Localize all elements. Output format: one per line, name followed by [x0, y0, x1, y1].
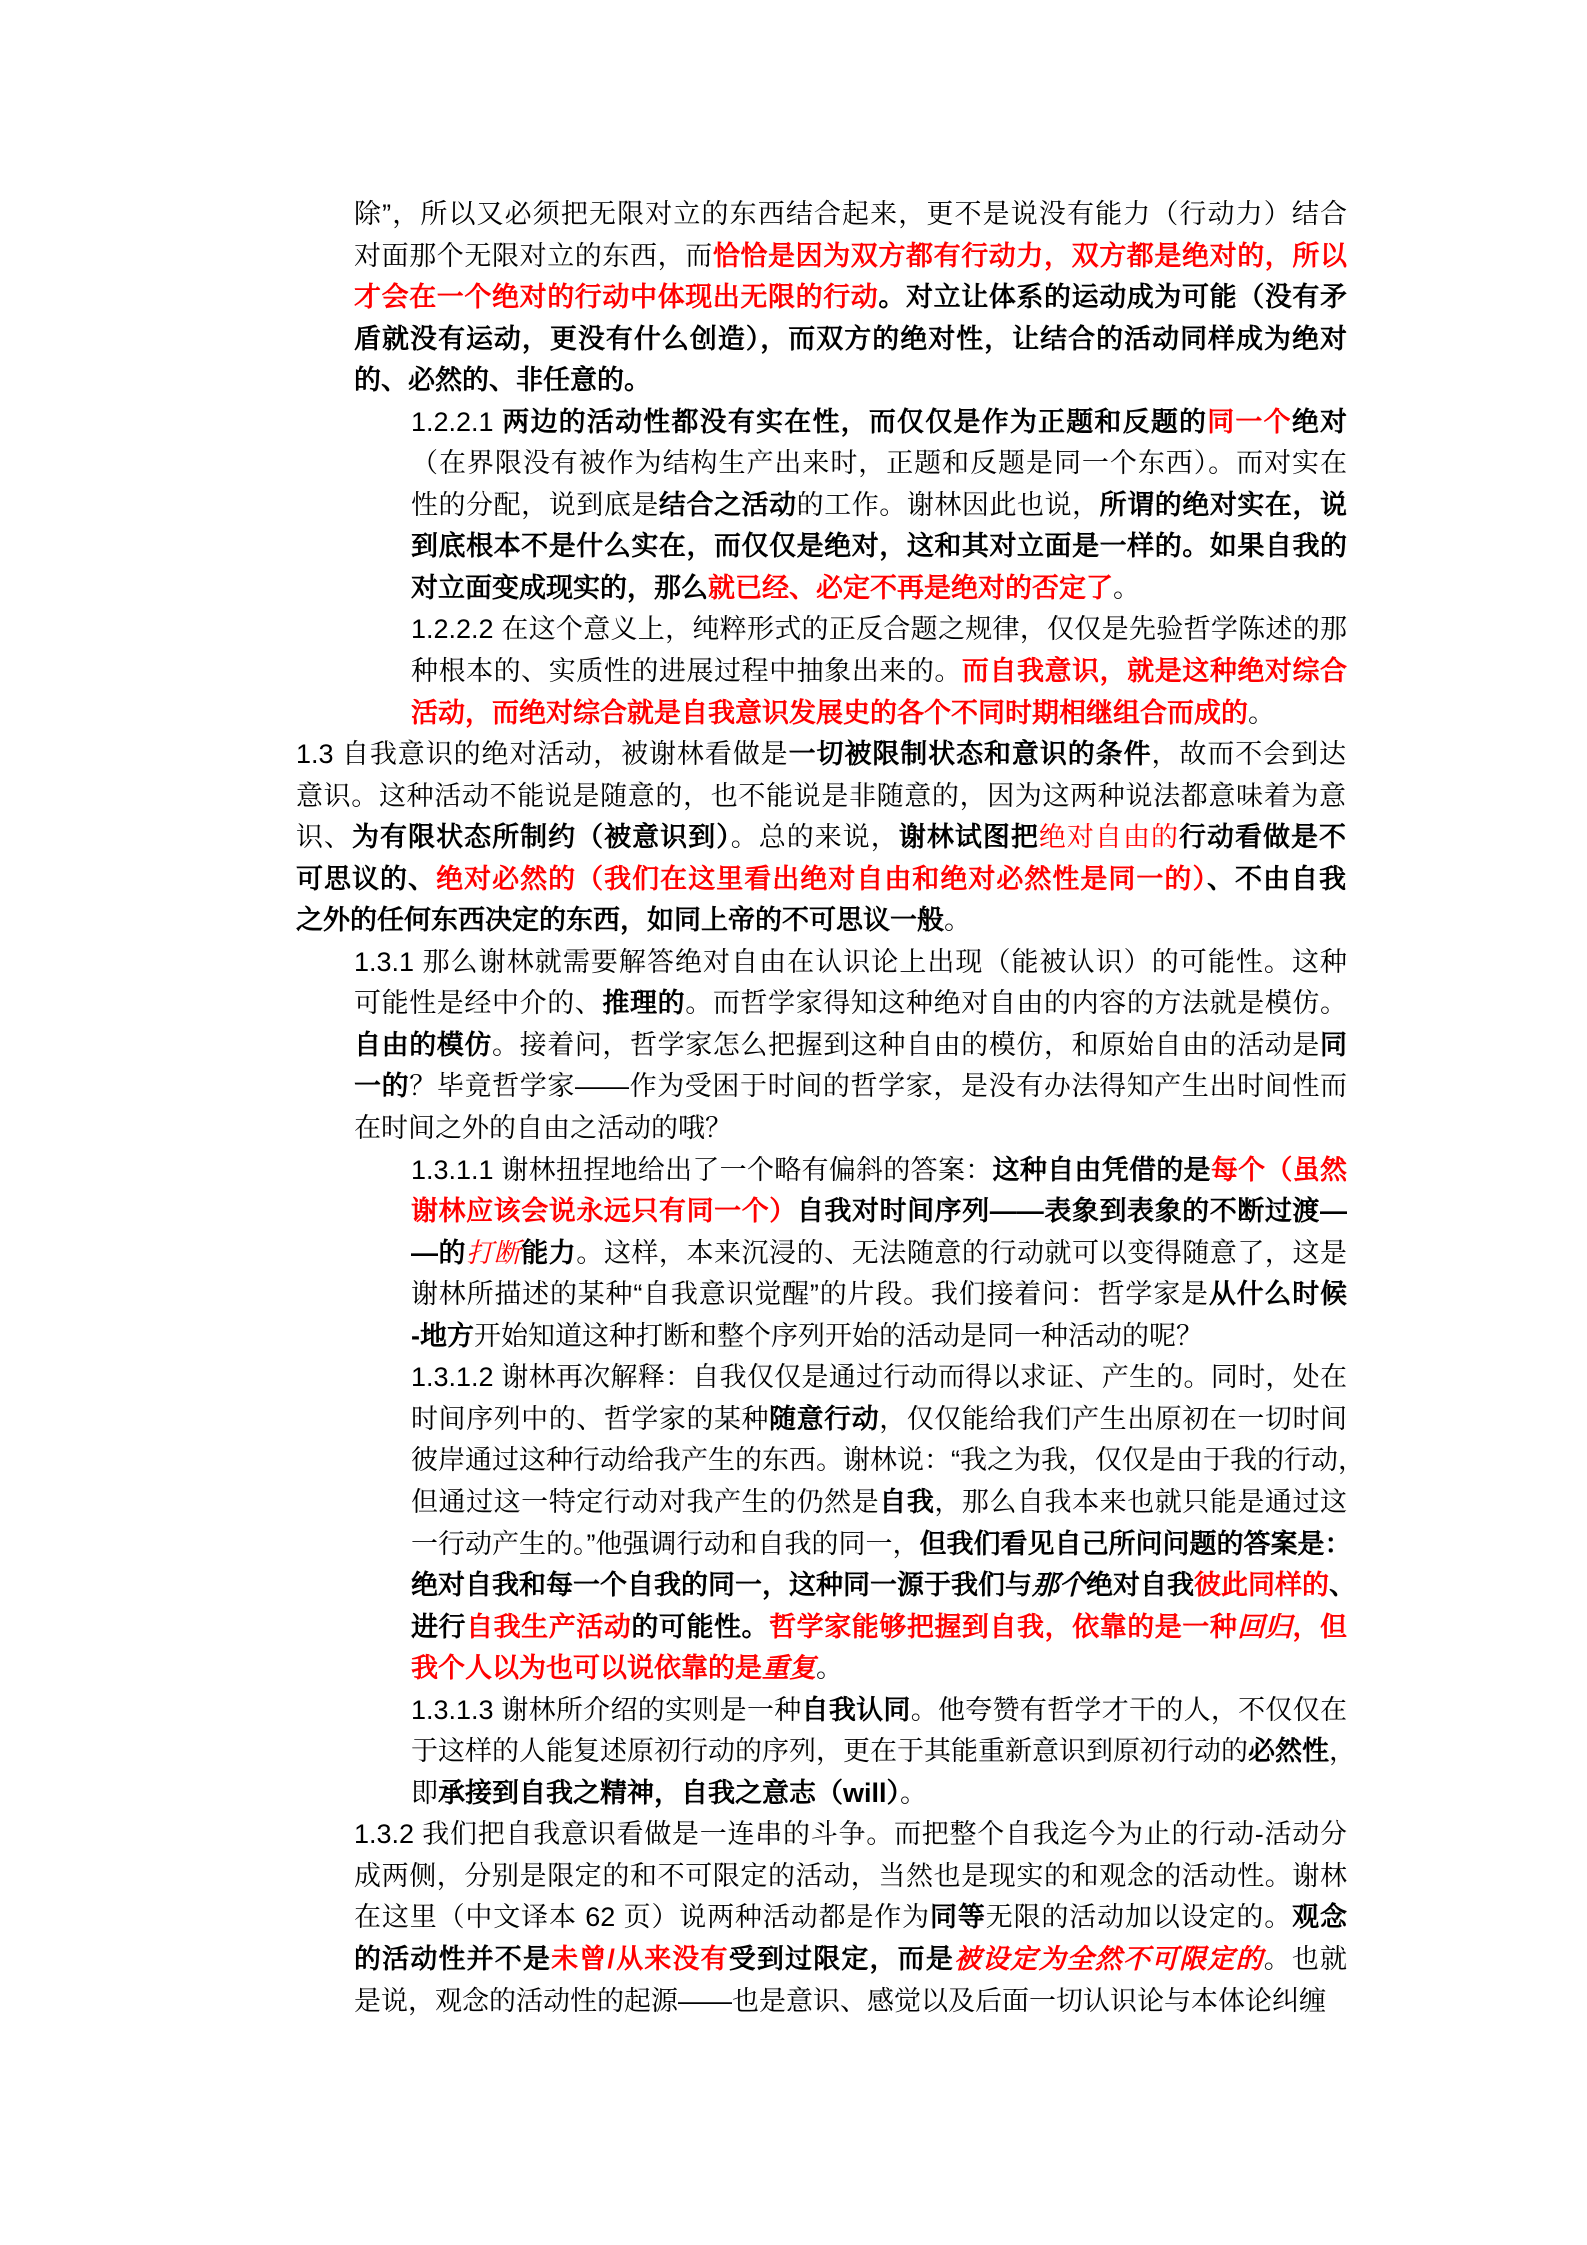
- text-run: 谢林所描述的某种“自我意识觉醒”的片段。我们接着问：哲学家是: [411, 1279, 1209, 1310]
- section-1-3-1-3: [411, 1690, 1356, 1815]
- text-line: [296, 776, 1346, 818]
- red-italic-text: 打断: [466, 1237, 522, 1268]
- bold-text: 观念: [1292, 1902, 1348, 1933]
- section-1-2-2-1: [411, 402, 1347, 610]
- text-line: [411, 443, 1347, 485]
- bold-text: 绝对自我和每一个自我的同一，这种同一源于我们与: [411, 1570, 1032, 1601]
- text-run: 的工作。谢林因此也说，: [796, 489, 1100, 520]
- section-1-3-1: [354, 942, 1347, 1150]
- text-line: [411, 1731, 1356, 1773]
- red-bold-text: 我个人以为也可以说依靠的是: [411, 1653, 762, 1684]
- red-bold-text: 每个（虽然: [1210, 1154, 1348, 1185]
- text-run: 可能性是经中介的、: [354, 988, 603, 1019]
- red-text-run: 绝对自由的: [1038, 822, 1179, 853]
- text-run: 1.3.1.1 谢林扭捏地给出了一个略有偏斜的答案：: [411, 1154, 993, 1185]
- red-bold-text: 绝对必然的（我们在这里看出绝对自由和绝对必然性是同一的）: [436, 863, 1207, 894]
- bold-text: 必然性: [1248, 1736, 1329, 1767]
- bold-text: 到底根本不是什么实在，而仅仅是绝对，这和其对立面是一样的。如果自我的: [411, 531, 1347, 562]
- text-line: [411, 1773, 1347, 1815]
- bold-text: 。对立让体系的运动成为可能（没有矛: [878, 282, 1348, 313]
- bold-text: 一的: [354, 1071, 410, 1102]
- text-run: 除”，所以又必须把无限对立的东西结合起来，更不是说没有能力（行动力）结合: [354, 199, 1347, 229]
- bold-text: 但我们看见自己所问问题的答案是：: [919, 1528, 1352, 1559]
- text-run: 1.3.2 我们把自我意识看做是一连串的斗争。而把整个自我迄今为止的行动-活动分: [354, 1819, 1347, 1850]
- text-run: 。他夸赞有哲学才干的人，不仅仅在: [910, 1694, 1348, 1725]
- text-run: 在这里（中文译本 62 页）说两种活动都是作为: [354, 1902, 931, 1933]
- red-bold-text: 哲学家能够把握到自我，依靠的是一种: [769, 1611, 1238, 1642]
- text-line: [354, 1814, 1347, 1856]
- text-run: （在界限没有被作为结构生产出来时，正题和反题是同一个东西）。而对实在: [411, 448, 1347, 479]
- bold-text: 盾就没有运动，更没有什么创造），而双方的绝对性，让结合的活动同样成为绝对: [354, 323, 1347, 354]
- text-line: [411, 1316, 1347, 1358]
- text-run: 。接着问，哲学家怎么把握到这种自由的模仿，和原始自由的活动是: [492, 1029, 1320, 1060]
- text-line: [411, 1690, 1347, 1732]
- text-line: [354, 360, 1347, 402]
- bold-text: 承接到自我之精神，自我之意志（will）: [438, 1777, 901, 1808]
- text-run: 识、: [296, 822, 353, 853]
- text-line: [296, 900, 1346, 942]
- red-bold-text: 就已经、必定不再是绝对的否定了: [708, 572, 1113, 603]
- text-line: [411, 1150, 1347, 1192]
- text-line: [411, 1274, 1347, 1316]
- text-line: [354, 1025, 1347, 1067]
- bold-text: 绝对: [1291, 406, 1348, 437]
- red-bold-text: 活动，而绝对综合就是自我意识发展史的各个不同时期相继组合而成的: [411, 697, 1248, 728]
- text-line: [354, 236, 1347, 278]
- text-run: 。总的来说，: [730, 822, 899, 853]
- text-line: [411, 651, 1347, 693]
- text-line: [411, 1399, 1347, 1441]
- text-line: [354, 1066, 1347, 1108]
- bold-text: 自我: [879, 1486, 935, 1517]
- text-run: ，那么自我本来也就只能是通过这: [934, 1486, 1348, 1517]
- text-line: [411, 485, 1347, 527]
- text-run: 意识。这种活动不能说是随意的，也不能说是非随意的，因为这两种说法都意味着为意: [296, 780, 1346, 811]
- bold-text: -地方: [411, 1320, 474, 1351]
- text-line: [354, 277, 1347, 319]
- text-line: [354, 1897, 1347, 1939]
- bold-text: 结合之活动: [658, 489, 797, 520]
- red-bold-text: 才会在一个绝对的行动中体现出无限的行动: [354, 282, 879, 313]
- text-run: ，: [1329, 1736, 1356, 1767]
- text-line: [354, 194, 1347, 236]
- bold-text: 绝对自我: [1086, 1570, 1194, 1601]
- text-run: 1.2.2.1: [411, 406, 503, 437]
- red-bold-text: 自我生产活动: [466, 1611, 632, 1642]
- bold-text: 自由的模仿: [354, 1029, 492, 1060]
- text-line: [354, 983, 1347, 1025]
- section-1-3-1-2: [411, 1357, 1365, 1689]
- text-run: 无限的活动加以设定的。: [985, 1902, 1293, 1933]
- bold-text: 进行: [411, 1611, 467, 1642]
- text-run: 即: [411, 1777, 438, 1808]
- section-1-2-2-2: [411, 609, 1347, 734]
- text-run: 种根本的、实质性的进展过程中抽象出来的。: [411, 656, 962, 687]
- text-line: [296, 859, 1346, 901]
- bold-text: 行动看做是不: [1178, 822, 1347, 853]
- text-run: 1.2.2.2 在这个意义上，纯粹形式的正反合题之规律，仅仅是先验哲学陈述的那: [411, 614, 1347, 645]
- red-bold-text: 未曾/从来没有: [551, 1943, 729, 1974]
- text-line: [354, 942, 1347, 984]
- bold-text: 这种自由凭借的是: [992, 1154, 1211, 1185]
- text-line: [411, 526, 1347, 568]
- bold-text: 自我认同: [801, 1694, 911, 1725]
- bold-text: 同: [1320, 1029, 1347, 1060]
- text-line: [354, 1939, 1347, 1981]
- text-run: 。: [1113, 572, 1140, 603]
- text-run: 对面那个无限对立的东西，而: [354, 240, 713, 271]
- text-line: [411, 693, 1347, 735]
- red-bold-text: ，但: [1292, 1611, 1348, 1642]
- bold-italic-text: 那个: [1032, 1570, 1086, 1601]
- text-run: 成两侧，分别是限定的和不可限定的活动，当然也是现实的和观念的活动性。谢林: [354, 1860, 1347, 1891]
- text-run: 1.3.1.3 谢林所介绍的实则是一种: [411, 1694, 802, 1725]
- text-line: [411, 1607, 1347, 1649]
- text-run: 。: [900, 1777, 928, 1808]
- text-run: 一行动产生的。”他强调行动和自我的同一，: [411, 1528, 920, 1559]
- text-run: 。这样，本来沉浸的、无法随意的行动就可以变得随意了，这是: [576, 1237, 1348, 1268]
- red-bold-text: 而自我意识，就是这种绝对综合: [961, 656, 1348, 687]
- text-run: 彼岸通过这种行动给我产生的东西。谢林说：“我之为我，仅仅是由于我的行动，: [411, 1445, 1365, 1476]
- text-line: [411, 1565, 1356, 1607]
- bold-text: 从什么时候: [1208, 1279, 1348, 1310]
- text-line: [411, 1524, 1352, 1566]
- bold-text: 受到过限定，而是: [728, 1943, 954, 1974]
- text-line: [296, 817, 1346, 859]
- text-run: ，故而不会到达: [1151, 739, 1347, 770]
- text-run: 。: [816, 1653, 843, 1684]
- bold-text: 可思议的、: [296, 863, 437, 894]
- bold-text: 、不由自我: [1206, 863, 1347, 894]
- text-line: [296, 734, 1346, 776]
- text-run: 。: [1248, 697, 1275, 728]
- bold-text: 两边的活动性都没有实在性，而仅仅是作为正题和反题的: [502, 406, 1208, 437]
- text-line: [354, 1856, 1347, 1898]
- text-line: [411, 1191, 1347, 1233]
- text-line: [411, 568, 1347, 610]
- text-line: [354, 1108, 1347, 1150]
- text-run: 1.3 自我意识的绝对活动，被谢林看做是: [296, 739, 789, 770]
- red-bold-italic-text: 回归: [1237, 1611, 1293, 1642]
- text-line: [411, 1357, 1347, 1399]
- bold-text: 的、必然的、非任意的。: [354, 365, 651, 396]
- bold-text: 能力: [521, 1237, 577, 1268]
- text-run: 1.3.1 那么谢林就需要解答绝对自由在认识论上出现（能被认识）的可能性。这种: [354, 946, 1347, 977]
- text-line: [354, 319, 1347, 361]
- red-bold-text: 同一个: [1207, 406, 1292, 437]
- bold-text: —的: [411, 1237, 467, 1268]
- text-line: [411, 1648, 1347, 1690]
- bold-text: 的活动性并不是: [354, 1943, 552, 1974]
- text-run: 是说，观念的活动性的起源——也是意识、感觉以及后面一切认识论与本体论纠缠: [354, 1985, 1326, 2016]
- text-run: 时间序列中的、哲学家的某种: [411, 1403, 770, 1434]
- bold-text: 谢林试图把: [898, 822, 1039, 853]
- text-run: 于这样的人能复述原初行动的序列，更在于其能重新意识到原初行动的: [411, 1736, 1248, 1767]
- text-run: 。也就: [1263, 1943, 1348, 1974]
- paragraph-continuation: [354, 194, 1347, 402]
- red-bold-text: 谢林应该会说永远只有同一个）: [411, 1196, 797, 1227]
- bold-text: 推理的: [602, 988, 686, 1019]
- text-line: [411, 609, 1347, 651]
- bold-text: 一切被限制状态和意识的条件: [788, 739, 1152, 770]
- bold-text: 、: [1329, 1570, 1356, 1601]
- red-bold-italic-text: 重复: [762, 1653, 816, 1684]
- bold-text: 自我对时间序列——表象到表象的不断过渡—: [796, 1196, 1347, 1227]
- text-run: ，仅仅能给我们产生出原初在一切时间: [879, 1403, 1348, 1434]
- red-bold-text: 恰恰是因为双方都有行动力，双方都是绝对的，所以: [712, 240, 1348, 271]
- section-1-3-1-1: [411, 1150, 1347, 1358]
- text-line: [411, 402, 1347, 444]
- red-bold-italic-text: 被设定为全然不可限定的: [953, 1943, 1264, 1974]
- text-line: [411, 1440, 1365, 1482]
- section-1-3-2: [354, 1814, 1347, 2022]
- section-1-3: [296, 734, 1346, 942]
- text-run: 。而哲学家得知这种绝对自由的内容的方法就是模仿。: [685, 988, 1348, 1019]
- text-run: 在时间之外的自由之活动的哦？: [354, 1113, 732, 1144]
- text-line: [354, 1981, 1347, 2023]
- text-line: [411, 1482, 1347, 1524]
- text-run: 开始知道这种打断和整个序列开始的活动是同一种活动的呢？: [474, 1320, 1203, 1351]
- bold-text: 对立面变成现实的，那么: [411, 572, 708, 603]
- bold-text: 的可能性。: [631, 1611, 770, 1642]
- bold-text: 为有限状态所制约（被意识到）: [352, 822, 731, 853]
- bold-text: 同等: [930, 1902, 986, 1933]
- text-run: 性的分配，说到底是: [411, 489, 659, 520]
- bold-text: 随意行动: [769, 1403, 880, 1434]
- text-run: 但通过这一特定行动对我产生的仍然是: [411, 1486, 880, 1517]
- bold-text: 之外的任何东西决定的东西，如同上帝的不可思议一般: [296, 905, 944, 936]
- text-line: [411, 1233, 1347, 1275]
- bold-text: 所谓的绝对实在，说: [1099, 489, 1348, 520]
- text-run: 1.3.1.2 谢林再次解释：自我仅仅是通过行动而得以求证、产生的。同时，处在: [411, 1362, 1347, 1393]
- text-run: ？毕竟哲学家——作为受困于时间的哲学家，是没有办法得知产生出时间性而: [409, 1071, 1348, 1102]
- red-bold-text: 彼此同样的: [1194, 1570, 1329, 1601]
- text-run: 。: [944, 905, 971, 936]
